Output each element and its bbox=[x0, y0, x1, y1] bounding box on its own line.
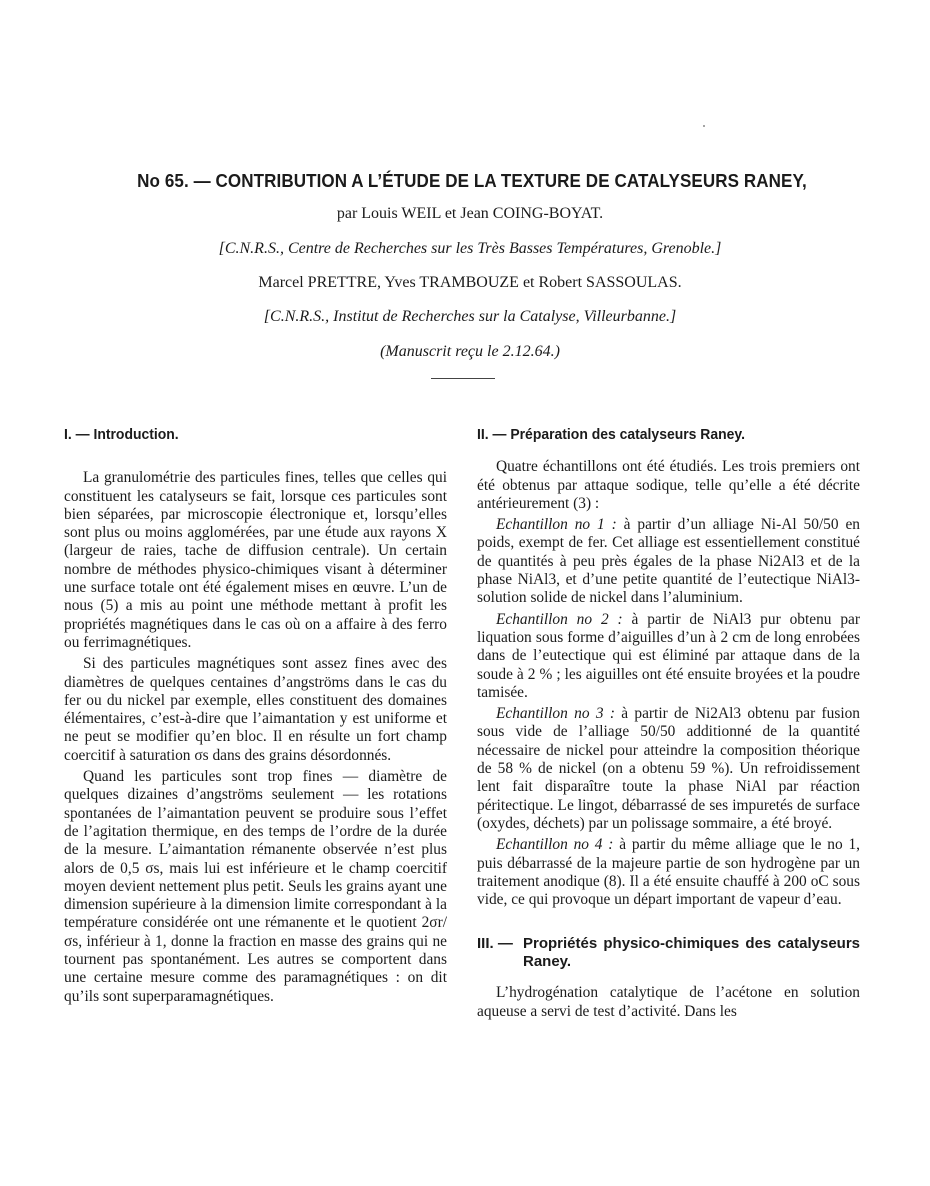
sample-paragraph bbox=[477, 516, 860, 607]
right-column bbox=[477, 426, 860, 1024]
affiliation-2-text: [C.N.R.S., Institut de Recherches sur la Catalyse, Villeurbanne.] bbox=[263, 308, 677, 325]
section-1-paragraph: Si des particules magnétiques sont assez fines avec des diamètres de quelques centaines d’angströms dans le cas du fer ou du nickel par exemple, elles constituent des domaines élémentaires, c’est-à-dire que l’aimantation y est uniforme et ne peut se modifier qu’en bloc. Il en résulte un fort champ coercitif à saturation σs dans des grains désordonnés. bbox=[64, 655, 447, 764]
sample-label: Echantillon no 1 : bbox=[496, 516, 617, 534]
affiliation-1-text: [C.N.R.S., Centre de Recherches sur les Très Basses Températures, Grenoble.] bbox=[218, 240, 722, 257]
affiliation-line-1 bbox=[80, 240, 860, 258]
section-3-title: Propriétés physico-chimiques des catalyseurs Raney. bbox=[523, 935, 860, 971]
section-3-paragraph: L’hydrogénation catalytique de l’acétone en solution aqueuse a servi de test d’activité. Dans les bbox=[477, 984, 860, 1020]
sample-label: Echantillon no 3 : bbox=[496, 705, 615, 723]
sample-paragraph bbox=[477, 836, 860, 909]
sample-label: Echantillon no 4 : bbox=[496, 836, 614, 854]
section-2-intro: Quatre échantillons ont été étudiés. Les trois premiers ont été obtenus par attaque sodique, telle qu’elle a été décrite antérieurement (3) : bbox=[477, 458, 860, 512]
article-title: No 65. — CONTRIBUTION A L’ÉTUDE DE LA TEXTURE DE CATALYSEURS RANEY, bbox=[137, 170, 807, 191]
sample-paragraph bbox=[477, 705, 860, 833]
sample-text: à partir de Ni2Al3 obtenu par fusion sous vide de l’alliage 50/50 additionné de la quantité nécessaire de nickel pour atteindre la composition théorique de 58 % de nickel (on a obtenu 59 %). Un refroidissement lent fait disparaître toute la phase NiAl par réaction péritectique. Le lingot, débarrassé de ses impuretés de surface (oxydes, déchets) par un polissage sommaire, a été broyé. bbox=[477, 705, 860, 832]
authors-line-1: par Louis WEIL et Jean COING-BOYAT. bbox=[336, 205, 604, 222]
sample-label: Echantillon no 2 : bbox=[496, 610, 623, 628]
header-divider bbox=[431, 378, 495, 379]
affiliation-line-2 bbox=[80, 308, 860, 326]
section-3-heading bbox=[477, 935, 860, 971]
sample-text: à partir d’un alliage Ni-Al 50/50 en poids, exempt de fer. Cet alliage est essentiellement constitué de quantités à peu près égales de la phase Ni2Al3 et de la phase NiAl3, et d’une petite quantité de l’eutectique NiAl3-solution solide de nickel dans l’aluminium. bbox=[477, 516, 860, 607]
authors-line-2: Marcel PRETTRE, Yves TRAMBOUZE et Robert SASSOULAS. bbox=[258, 274, 682, 291]
sample-text: à partir du même alliage que le no 1, puis débarrassé de la majeure partie de son hydrogène par un traitement anodique (8). Il a été ensuite chauffé à 200 oC sous vide, ce qui provoque un départ important de vapeur d’eau. bbox=[477, 836, 860, 909]
speck bbox=[703, 125, 705, 127]
section-1-paragraph: Quand les particules sont trop fines — diamètre de quelques dizaines d’angströms seulement — les rotations spontanées de l’aimantation peuvent se produire sous l’effet de l’agitation thermique, en des temps de l’ordre de la durée de la mesure. L’aimantation rémanente observée n’est plus alors de 0,5 σs, mais lui est inférieure et le champ coercitif moyen devient nettement plus petit. Seuls les grains ayant une dimension supérieure à la dimension limite correspondant à la température considérée ont une rémanente et le quotient 2σr/σs, inférieur à 1, donne la fraction en masse des grains qui ne tournent pas spontanément. Les autres se comportent dans une certaine mesure comme des paramagnétiques : on dit qu’ils sont superparamagnétiques. bbox=[64, 768, 447, 1005]
sample-paragraph bbox=[477, 611, 860, 702]
section-2-heading: II. — Préparation des catalyseurs Raney. bbox=[477, 426, 746, 443]
left-column bbox=[64, 426, 447, 1009]
received-text: (Manuscrit reçu le 2.12.64.) bbox=[380, 343, 560, 360]
section-1-heading: I. — Introduction. bbox=[64, 426, 179, 443]
section-3-number: III. — bbox=[477, 935, 513, 953]
sample-text: à partir de NiAl3 pur obtenu par liquation sous forme d’aiguilles d’un à 2 cm de long enrobées dans de l’eutectique qui est éliminé par attaque dans de la soude à 2 % ; les aiguilles ont été ensuite broyées et la poudre tamisée. bbox=[477, 610, 860, 701]
section-1-paragraph: La granulométrie des particules fines, telles que celles qui constituent les catalyseurs se fait, lorsque ces particules sont bien séparées, par microscopie électronique et, lorsqu’elles sont plus ou moins agglomérées, par une étude aux rayons X (largeur de raies, tache de diffusion centrale). Un certain nombre de méthodes physico-chimiques visant à déterminer une surface totale ont été également mises en œuvre. L’un de nous (5) a mis au point une méthode mettant à profit les propriétés magnétiques dans le cas où on a affaire à des ferro ou ferrimagnétiques. bbox=[64, 469, 447, 651]
received-date bbox=[80, 343, 860, 361]
